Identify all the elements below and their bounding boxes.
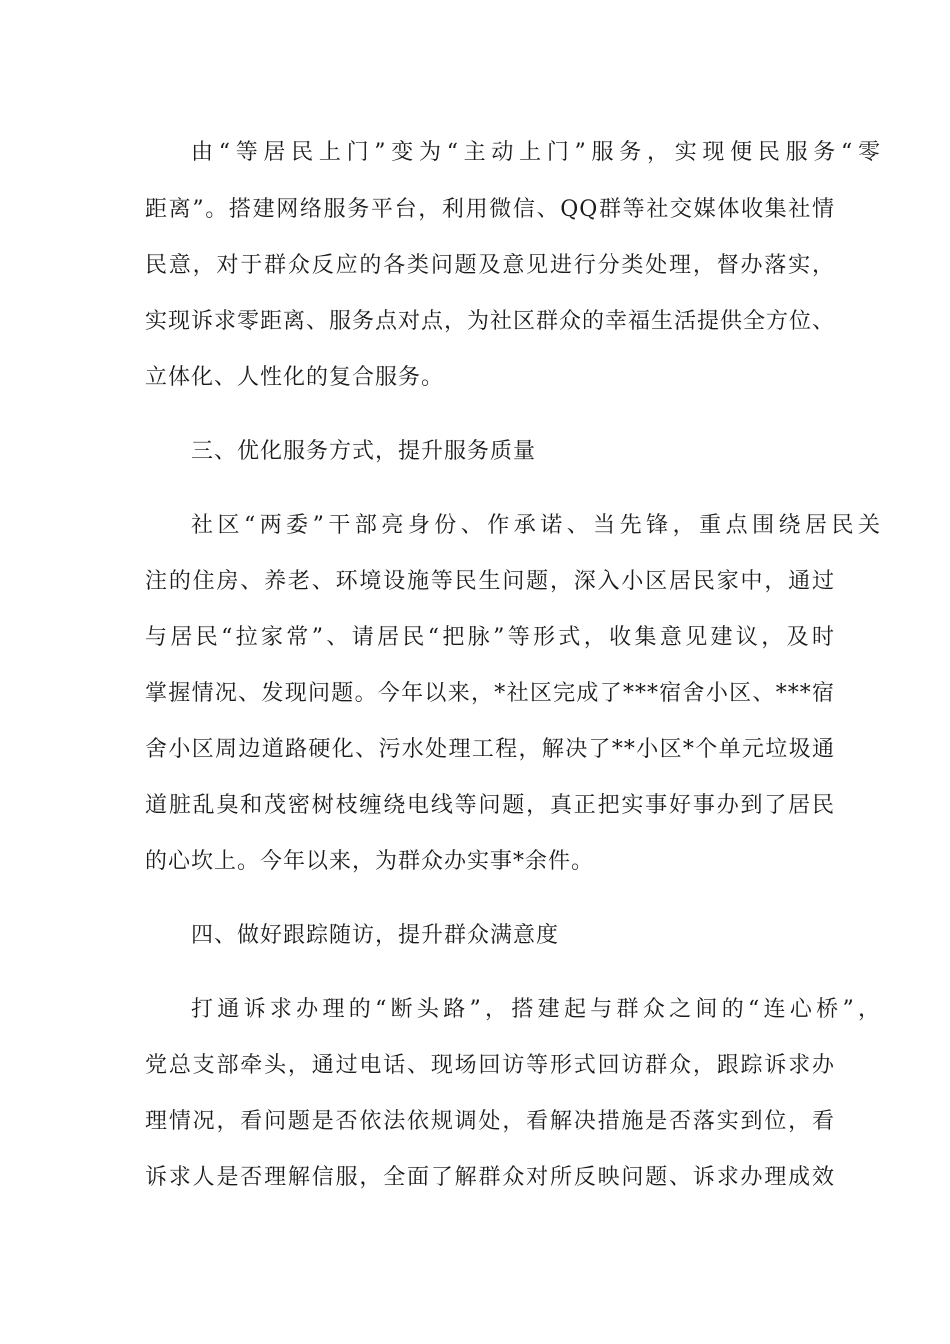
paragraph-line: 由“等居民上门”变为“主动上门”服务，实现便民服务“零	[191, 140, 881, 165]
paragraph-line: 距离”。搭建网络服务平台，利用微信、QQ群等社交媒体收集社情	[145, 197, 835, 222]
paragraph-line: 掌握情况、发现问题。今年以来，*社区完成了***宿舍小区、***宿	[145, 681, 835, 706]
paragraph-line: 民意，对于群众反应的各类问题及意见进行分类处理，督办落实，	[145, 253, 835, 278]
paragraph-line: 党总支部牵头，通过电话、现场回访等形式回访群众，跟踪诉求办	[145, 1053, 835, 1078]
paragraph-line: 社区“两委”干部亮身份、作承诺、当先锋，重点围绕居民关	[191, 513, 881, 538]
paragraph-line: 实现诉求零距离、服务点对点，为社区群众的幸福生活提供全方位、	[145, 309, 836, 334]
paragraph-line: 舍小区周边道路硬化、污水处理工程，解决了**小区*个单元垃圾通	[145, 737, 835, 762]
paragraph-line: 的心坎上。今年以来，为群众办实事*余件。	[145, 849, 595, 874]
paragraph-line: 立体化、人性化的复合服务。	[145, 365, 445, 390]
section-heading-3: 三、优化服务方式，提升服务质量	[191, 439, 537, 464]
paragraph-line: 打通诉求办理的“断头路”，搭建起与群众之间的“连心桥”，	[191, 997, 881, 1022]
paragraph-line: 道脏乱臭和茂密树枝缠绕电线等问题，真正把实事好事办到了居民	[145, 793, 835, 818]
section-heading-4: 四、做好跟踪随访，提升群众满意度	[191, 923, 560, 948]
paragraph-line: 注的住房、养老、环境设施等民生问题，深入小区居民家中，通过	[145, 569, 835, 594]
paragraph-line: 理情况，看问题是否依法依规调处，看解决措施是否落实到位，看	[145, 1109, 835, 1134]
paragraph-line: 与居民“拉家常”、请居民“把脉”等形式，收集意见建议，及时	[145, 625, 835, 650]
paragraph-line: 诉求人是否理解信服，全面了解群众对所反映问题、诉求办理成效	[145, 1165, 835, 1190]
